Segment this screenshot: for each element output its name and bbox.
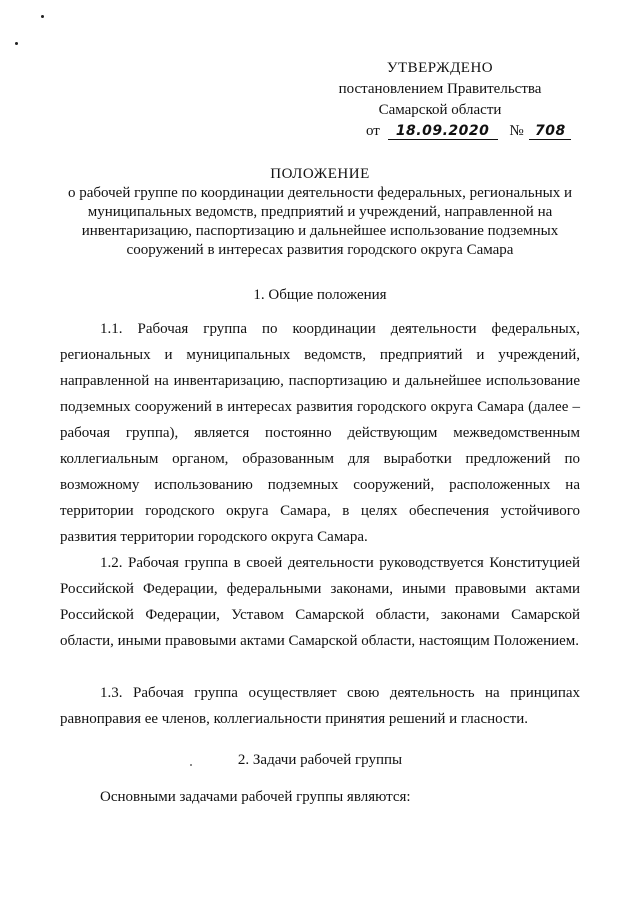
scan-mark <box>41 15 44 18</box>
paragraph-2-intro: Основными задачами рабочей группы являются: <box>100 789 411 805</box>
approval-date-line <box>320 121 566 142</box>
number-label: № <box>509 123 524 139</box>
paragraph-1-2: 1.2. Рабочая группа в своей деятельности руководствуется Конституцией Российской Федерации, федеральными законами, иными правовыми актами Российской Федерации, Уставом Самарской области, законами Самарской области, иными правовыми актами Самарской области, настоящим Положением. <box>60 555 580 649</box>
paragraph-1-1: 1.1. Рабочая группа по координации деятельности федеральных, региональных и муниципальных ведомств, предприятий и учреждений, направленной на инвентаризацию, паспортизацию и дальнейшее использование подземных сооружений в интересах развития городского округа Самара (далее – рабочая группа), является постоянно действующим межведомственным коллегиальным органом, образованным для выработки предложений по возможному использованию подземных сооружений, расположенных на территории городского округа Самара, в целях обеспечения устойчивого развития территории городского округа Самара. <box>60 321 580 545</box>
approval-line-2: Самарской области <box>378 102 502 118</box>
approval-stamp <box>320 58 566 142</box>
document-subtitle: о рабочей группе по координации деятельности федеральных, региональных и муниципальных ведомств, предприятий и учреждений, направленной на инвентаризацию, паспортизацию и дальнейшее использование подземных сооружений в интересах развития городского округа Самара <box>67 185 572 258</box>
scan-mark <box>15 42 18 45</box>
document-title-block <box>60 165 580 260</box>
paragraph-1-3: 1.3. Рабочая группа осуществляет свою деятельность на принципах равноправия ее членов, коллегиальности принятия решений и гласности. <box>60 685 580 727</box>
approval-line-1: постановлением Правительства <box>338 81 542 97</box>
section-heading: 1. Общие положения <box>253 287 387 303</box>
handwritten-date: 18.09.2020 <box>388 123 498 140</box>
document-title: ПОЛОЖЕНИЕ <box>270 166 370 182</box>
handwritten-number: 708 <box>529 123 571 140</box>
section-heading: 2. Задачи рабочей группы <box>237 752 403 768</box>
approval-title: УТВЕРЖДЕНО <box>386 60 494 76</box>
date-prefix: от <box>366 123 380 139</box>
